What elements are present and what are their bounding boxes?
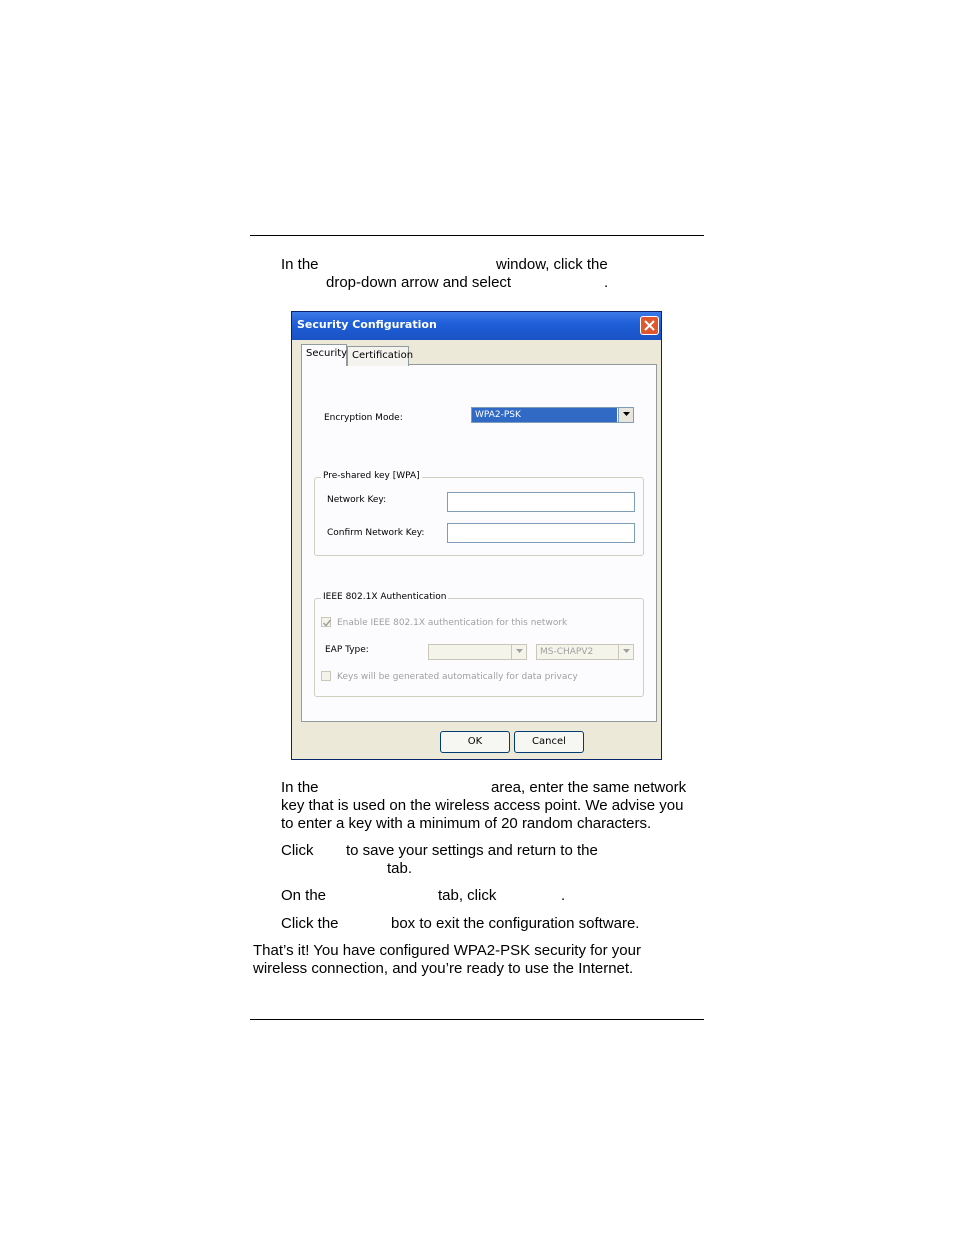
ok-button[interactable]: OK — [440, 731, 510, 753]
step5-text-b: box to exit the configuration software. — [391, 915, 640, 932]
tab-certification[interactable]: Certification — [347, 346, 409, 366]
encryption-mode-dropdown-arrow[interactable] — [618, 408, 633, 422]
step4-text-c: . — [561, 887, 566, 904]
step1-text-b: window, click the — [496, 256, 608, 273]
step1-text-a: In the — [281, 256, 319, 273]
step2-text-d: to enter a key with a minimum of 20 random characters. — [281, 815, 652, 832]
network-key-label: Network Key: — [327, 495, 387, 505]
closing-text-line1: That’s it! You have configured WPA2-PSK security for your — [253, 942, 641, 959]
enable-ieee-label: Enable IEEE 802.1X authentication for this network — [337, 618, 568, 628]
close-button[interactable] — [640, 316, 659, 335]
ieee-group-title: IEEE 802.1X Authentication — [323, 592, 447, 602]
chevron-down-icon — [516, 649, 523, 654]
pre-shared-key-group-title: Pre-shared key [WPA] — [323, 471, 420, 481]
step2-text-c: key that is used on the wireless access point. We advise you — [281, 797, 684, 814]
step1-text-c: drop-down arrow and select — [326, 274, 512, 291]
security-tab-panel — [301, 364, 657, 722]
bottom-rule — [250, 1019, 704, 1020]
eap-inner-value: MS-CHAPV2 — [540, 647, 594, 657]
top-rule — [250, 235, 704, 236]
eap-type-value — [429, 645, 510, 659]
network-key-input[interactable] — [447, 492, 635, 512]
step2-text-a: In the — [281, 779, 319, 796]
enable-ieee-checkbox[interactable] — [321, 617, 331, 627]
encryption-mode-select[interactable] — [471, 407, 634, 423]
eap-inner-dropdown-arrow[interactable] — [618, 645, 633, 659]
step5-text-a: Click the — [281, 915, 339, 932]
step1-text-d: . — [604, 274, 609, 291]
eap-type-select[interactable] — [428, 644, 527, 660]
eap-inner-select[interactable] — [536, 644, 634, 660]
step3-text-a: Click — [281, 842, 314, 859]
close-icon — [644, 320, 655, 331]
cancel-button[interactable]: Cancel — [514, 731, 584, 753]
closing-text-line2: wireless connection, and you’re ready to use the Internet. — [253, 960, 634, 977]
encryption-mode-label: Encryption Mode: — [324, 413, 403, 423]
pre-shared-key-group — [314, 471, 644, 556]
ieee-authentication-group — [314, 592, 644, 697]
step4-text-b: tab, click — [438, 887, 497, 904]
confirm-network-key-label: Confirm Network Key: — [327, 528, 425, 538]
eap-type-label: EAP Type: — [325, 645, 369, 655]
dialog-title: Security Configuration — [297, 318, 437, 331]
chevron-down-icon — [623, 649, 630, 654]
step2-text-b: area, enter the same network — [491, 779, 687, 796]
keys-auto-checkbox[interactable] — [321, 671, 331, 681]
encryption-mode-value: WPA2-PSK — [472, 408, 617, 422]
eap-type-dropdown-arrow[interactable] — [511, 645, 526, 659]
confirm-network-key-input[interactable] — [447, 523, 635, 543]
checkmark-icon — [322, 618, 332, 628]
tab-security[interactable]: Security — [301, 344, 347, 366]
dialog-titlebar — [292, 312, 661, 340]
step4-text-a: On the — [281, 887, 327, 904]
step3-text-b: to save your settings and return to the — [346, 842, 598, 859]
step3-text-c: tab. — [387, 860, 413, 877]
security-configuration-dialog — [291, 311, 662, 760]
chevron-down-icon — [623, 412, 630, 417]
keys-auto-label: Keys will be generated automatically for data privacy — [337, 672, 578, 682]
